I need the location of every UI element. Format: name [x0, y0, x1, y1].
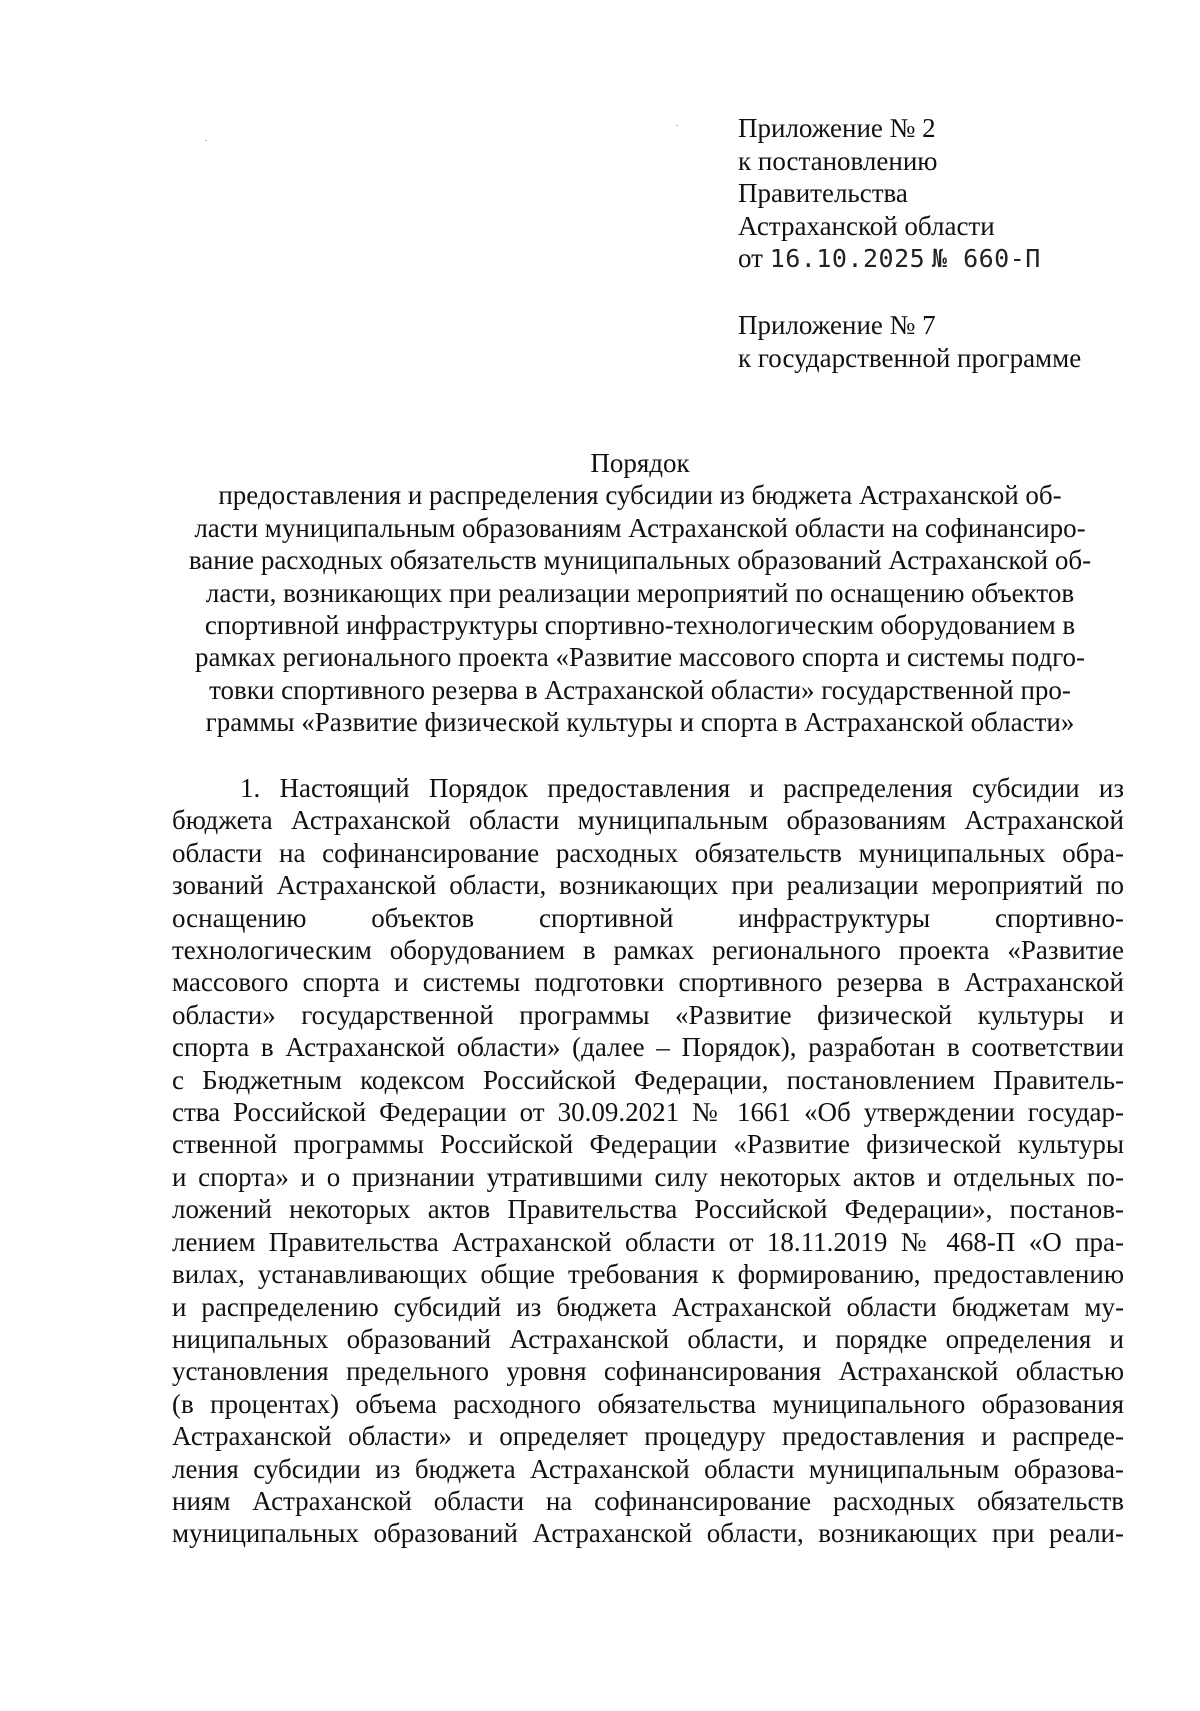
- body-line: установления предельного уровня софинансирования Астраханской областью: [172, 1356, 1124, 1387]
- stamp-number: № 660-П: [931, 244, 1041, 273]
- body-line: массового спорта и системы подготовки спортивного резерва в Астраханской: [172, 967, 1124, 998]
- body-line: зований Астраханской области, возникающих при реализации мероприятий по: [172, 870, 1124, 901]
- body-line: 1. Настоящий Порядок предоставления и распределения субсидии из: [240, 773, 1124, 803]
- body-line: ложений некоторых актов Правительства Российской Федерации», постанов-: [172, 1194, 1124, 1225]
- document-title: [160, 447, 1120, 739]
- stamp-date: 16.10.2025: [769, 244, 926, 273]
- body-line: ства Российской Федерации от 30.09.2021 № 1661 «Об утверждении государ-: [172, 1097, 1124, 1128]
- body-line: бюджета Астраханской области муниципальным образованиям Астраханской: [172, 805, 1124, 836]
- title-line: рамках регионального проекта «Развитие массового спорта и системы подго-: [195, 642, 1085, 673]
- body-line: ления субсидии из бюджета Астраханской области муниципальным образова-: [172, 1453, 1124, 1484]
- appendix-2-line: к постановлению: [738, 145, 938, 176]
- body-line: оснащению объектов спортивной инфраструктуры спортивно-: [172, 902, 1124, 933]
- title-line: спортивной инфраструктуры спортивно-технологическим оборудованием в: [204, 610, 1076, 641]
- body-line: технологическим оборудованием в рамках регионального проекта «Развитие: [172, 935, 1124, 966]
- body-line: Астраханской области» и определяет процедуру предоставления и распреде-: [172, 1421, 1124, 1452]
- appendix-2-header: [738, 112, 1041, 276]
- body-line: с Бюджетным кодексом Российской Федерации, постановлением Правитель-: [172, 1064, 1124, 1095]
- body-line: ственной программы Российской Федерации «Развитие физической культуры: [172, 1129, 1124, 1160]
- title-line: предоставления и распределения субсидии из бюджета Астраханской об-: [218, 480, 1062, 511]
- date-prefix: от: [738, 243, 763, 273]
- body-line: области на софинансирование расходных обязательств муниципальных обра-: [172, 837, 1124, 868]
- body-line: области» государственной программы «Развитие физической культуры и: [172, 999, 1124, 1030]
- resolution-date-line: [738, 242, 1041, 276]
- title-heading: Порядок: [590, 448, 690, 478]
- body-line: и распределению субсидий из бюджета Астраханской области бюджетам му-: [172, 1291, 1124, 1322]
- title-line: граммы «Развитие физической культуры и спорта в Астраханской области»: [205, 707, 1075, 738]
- body-line: спорта в Астраханской области» (далее – Порядок), разработан в соответствии: [172, 1032, 1124, 1063]
- title-line: товки спортивного резерва в Астраханской области» государственной про-: [209, 674, 1071, 705]
- body-line: лением Правительства Астраханской области от 18.11.2019 № 468-П «О пра-: [172, 1226, 1124, 1257]
- title-line: ласти муниципальным образованиям Астраханской области на софинансиро-: [194, 512, 1086, 543]
- appendix-7-line: к государственной программе: [738, 342, 1082, 373]
- appendix-7-header: [738, 309, 1081, 374]
- appendix-2-line: Астраханской области: [738, 210, 995, 241]
- appendix-2-line: Приложение № 2: [738, 113, 936, 143]
- title-line: вание расходных обязательств муниципальных образований Астраханской об-: [188, 545, 1092, 576]
- body-line: и спорта» и о признании утратившими силу некоторых актов и отдельных по-: [172, 1161, 1124, 1192]
- body-line: вилах, устанавливающих общие требования к формированию, предоставлению: [172, 1259, 1124, 1290]
- title-line: ласти, возникающих при реализации мероприятий по оснащению объектов: [205, 577, 1075, 608]
- scan-speck: [205, 140, 207, 141]
- scan-speck: [676, 125, 678, 126]
- body-line: (в процентах) объема расходного обязательства муниципального образования: [172, 1388, 1124, 1419]
- body-paragraph: [172, 772, 1124, 1550]
- body-line: муниципальных образований Астраханской области, возникающих при реали-: [172, 1518, 1124, 1549]
- appendix-7-line: Приложение № 7: [738, 310, 936, 340]
- appendix-2-line: Правительства: [738, 178, 908, 208]
- body-line: ниципальных образований Астраханской области, и порядке определения и: [172, 1323, 1124, 1354]
- body-line: ниям Астраханской области на софинансирование расходных обязательств: [172, 1485, 1124, 1516]
